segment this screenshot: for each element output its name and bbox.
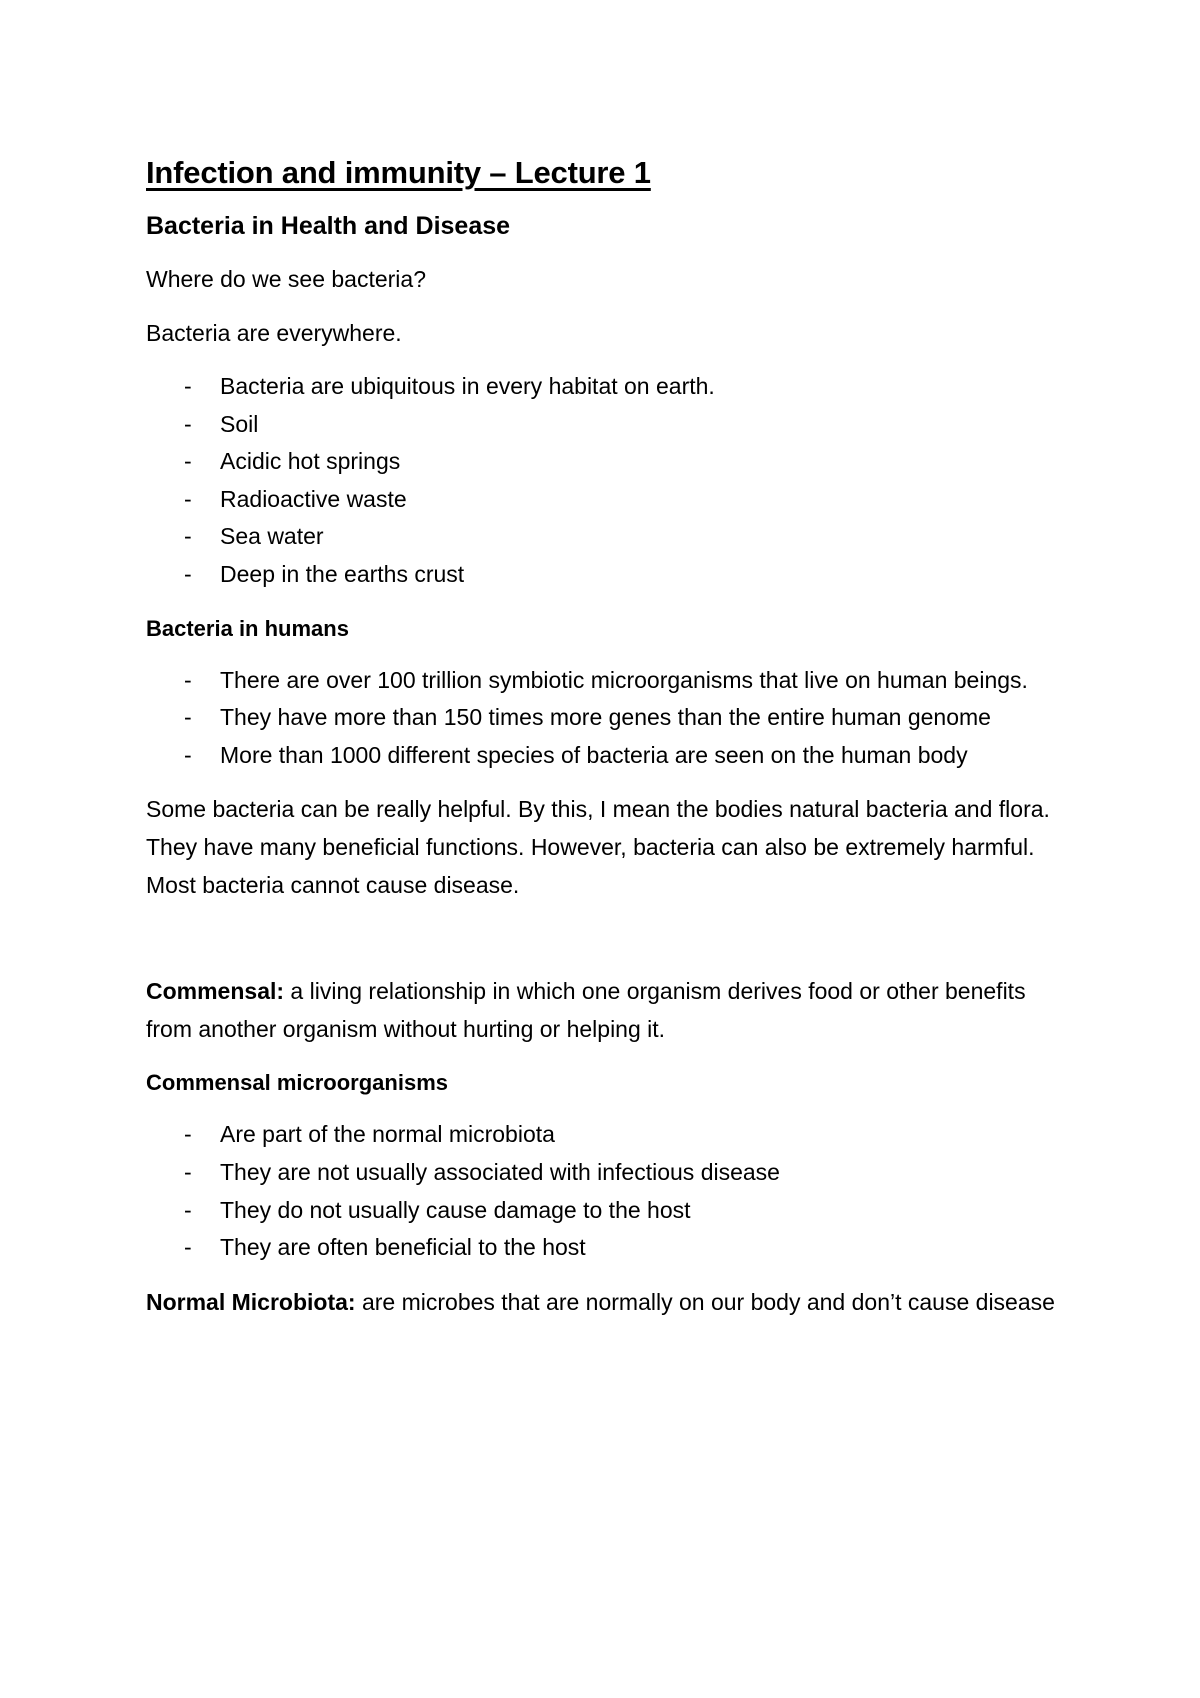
dash-bullet: - bbox=[184, 448, 192, 475]
list-item: - More than 1000 different species of bacteria are seen on the human body bbox=[146, 737, 1066, 775]
commensal-definition-text: a living relationship in which one organism derives food or other benefits from another organism without hurting or helping it. bbox=[146, 978, 1026, 1043]
dash-bullet: - bbox=[184, 741, 192, 768]
dash-bullet: - bbox=[184, 485, 192, 512]
page-title: Infection and immunity – Lecture 1 bbox=[146, 155, 651, 190]
dash-bullet: - bbox=[184, 560, 192, 587]
list-item: - They have more than 150 times more genes than the entire human genome bbox=[146, 699, 1066, 737]
dash-bullet: - bbox=[184, 523, 192, 550]
commensal-definition bbox=[146, 972, 1066, 1048]
helpful-paragraph: Some bacteria can be really helpful. By this, I mean the bodies natural bacteria and flora. They have many beneficial functions. However, bacteria can also be extremely harmful. Most bacteria cannot cause disease. bbox=[146, 796, 1050, 899]
list-item: - There are over 100 trillion symbiotic microorganisms that live on human beings. bbox=[146, 662, 1066, 700]
normal-microbiota-definition bbox=[146, 1283, 1066, 1321]
commensal-term: Commensal: bbox=[146, 978, 285, 1005]
commensal-micro-heading: Commensal microorganisms bbox=[146, 1070, 448, 1096]
humans-list bbox=[146, 662, 1066, 775]
list-item: - Are part of the normal microbiota bbox=[146, 1116, 1066, 1154]
blank-line bbox=[146, 920, 1066, 972]
section-subtitle: Bacteria in Health and Disease bbox=[146, 212, 511, 240]
answer-text: Bacteria are everywhere. bbox=[146, 320, 402, 346]
dash-bullet: - bbox=[184, 666, 192, 693]
commensal-micro-list bbox=[146, 1116, 1066, 1266]
dash-bullet: - bbox=[184, 704, 192, 731]
habitat-list bbox=[146, 368, 1066, 594]
dash-bullet: - bbox=[184, 410, 192, 437]
normal-microbiota-definition-text: are microbes that are normally on our body and don’t cause disease bbox=[355, 1288, 1055, 1315]
dash-bullet: - bbox=[184, 1121, 192, 1148]
list-item: - Soil bbox=[146, 406, 1066, 444]
list-item: - Acidic hot springs bbox=[146, 443, 1066, 481]
list-item: - Deep in the earths crust bbox=[146, 556, 1066, 594]
question-text: Where do we see bacteria? bbox=[146, 266, 426, 292]
list-item: - Bacteria are ubiquitous in every habitat on earth. bbox=[146, 368, 1066, 406]
normal-microbiota-term: Normal Microbiota: bbox=[146, 1288, 356, 1315]
dash-bullet: - bbox=[184, 373, 192, 399]
humans-heading: Bacteria in humans bbox=[146, 615, 349, 641]
list-item: - They do not usually cause damage to the host bbox=[146, 1192, 1066, 1230]
list-item: - They are not usually associated with infectious disease bbox=[146, 1154, 1066, 1192]
dash-bullet: - bbox=[184, 1158, 192, 1185]
list-item: - They are often beneficial to the host bbox=[146, 1229, 1066, 1267]
document-body bbox=[146, 150, 1066, 1337]
list-item: - Sea water bbox=[146, 518, 1066, 556]
list-item: - Radioactive waste bbox=[146, 481, 1066, 519]
dash-bullet: - bbox=[184, 1196, 192, 1223]
dash-bullet: - bbox=[184, 1234, 192, 1261]
